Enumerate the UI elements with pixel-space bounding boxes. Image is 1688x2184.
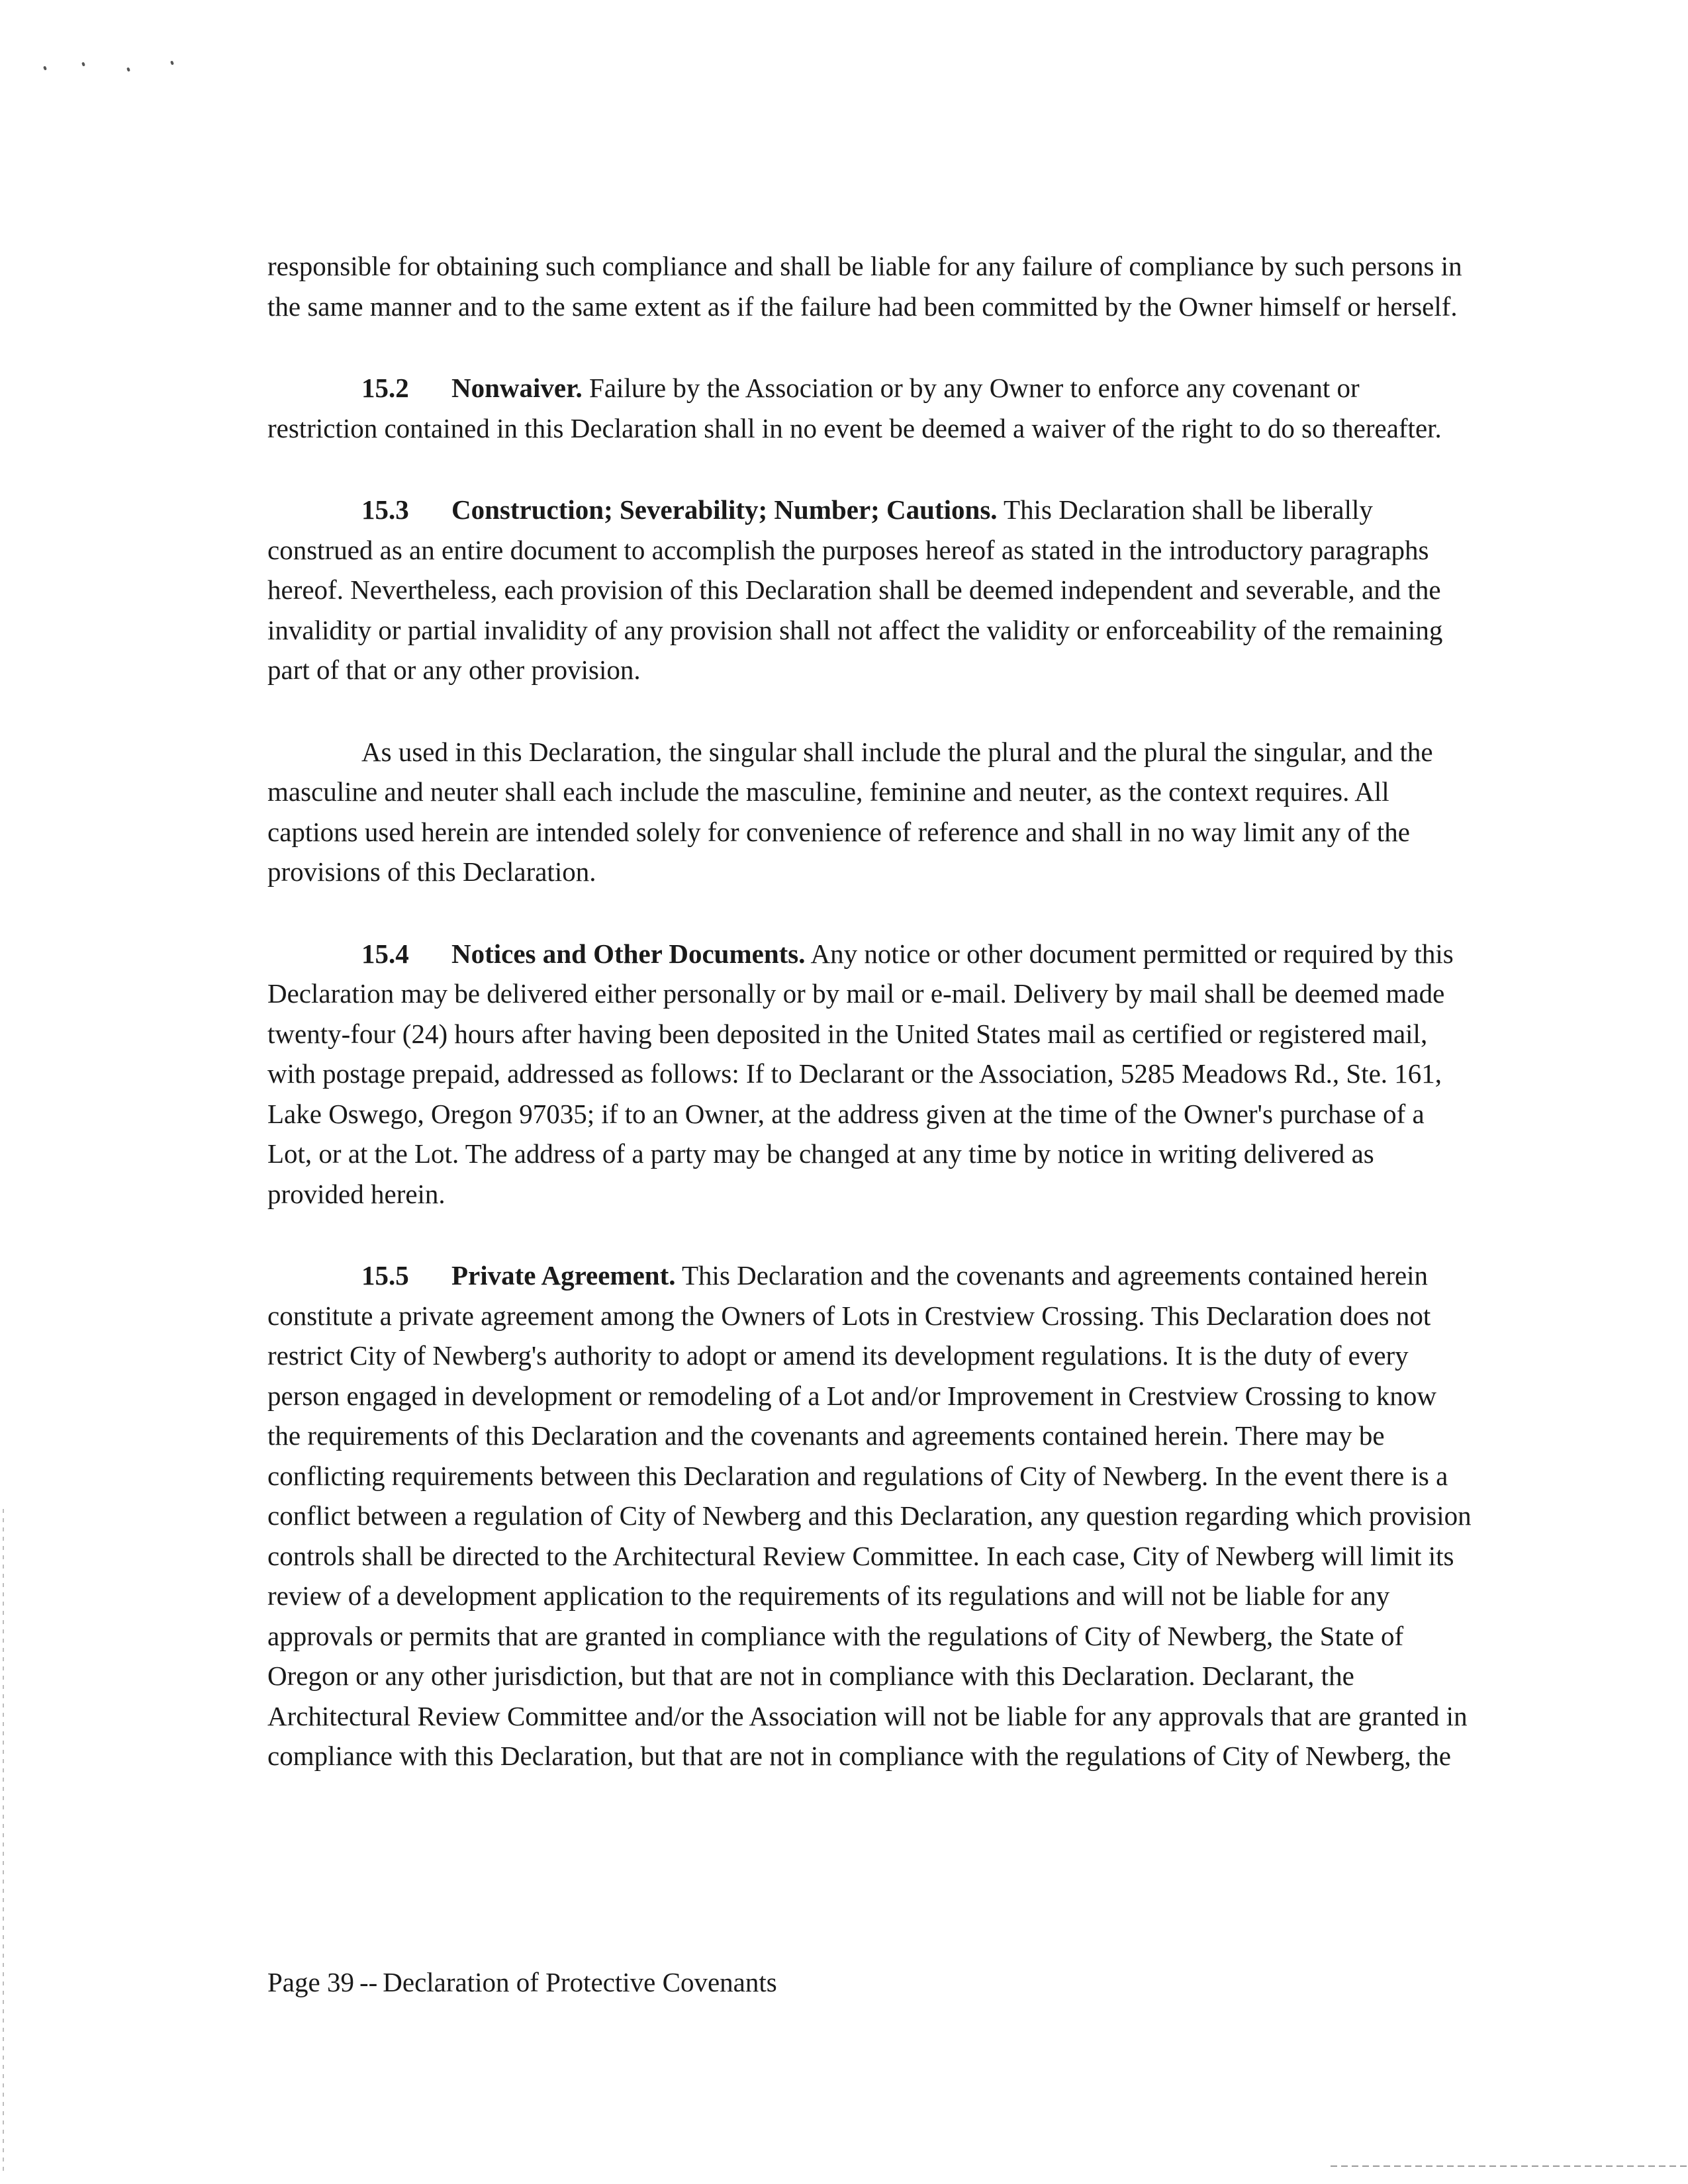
section-text: Failure by the Association or by any Owner to enforce any covenant or restriction contained in this Declaration shall in no event be deemed a waiver of the right to do so thereafter. — [267, 373, 1442, 443]
paragraph-text: responsible for obtaining such compliance and shall be liable for any failure of compliance by such persons in the same manner and to the same extent as if the failure had been committed by the Owner himself or herself. — [267, 251, 1462, 322]
section-heading: Notices and Other Documents. — [451, 938, 806, 969]
paragraph-continuation — [267, 246, 1472, 326]
section-15-2 — [267, 368, 1472, 448]
page-footer — [267, 1966, 777, 1999]
paragraph-text: As used in this Declaration, the singular shall include the plural and the plural the singular, and the masculine and neuter shall each include the masculine, feminine and neuter, as the context requires. All captions used herein are intended solely for convenience of reference and shall in no way limit any of the provisions of this Declaration. — [267, 736, 1433, 887]
section-text: This Declaration and the covenants and agreements contained herein constitute a private agreement among the Owners of Lots in Crestview Crossing. This Declaration does not restrict City of Newberg's authority to adopt or amend its development regulations. It is the duty of every person engaged in development or remodeling of a Lot and/or Improvement in Crestview Crossing to know the requirements of this Declaration and the covenants and agreements contained herein. There may be conflicting requirements between this Declaration and regulations of City of Newberg. In the event there is a conflict between a regulation of City of Newberg and this Declaration, any question regarding which provision controls shall be directed to the Architectural Review Committee. In each case, City of Newberg will limit its review of a development application to the requirements of its regulations and will not be liable for any approvals or permits that are granted in compliance with the regulations of City of Newberg, the State of Oregon or any other jurisdiction, but that are not in compliance with this Declaration. Declarant, the Architectural Review Committee and/or the Association will not be liable for any approvals that are granted in compliance with this Declaration, but that are not in compliance with the regulations of City of Newberg, the — [267, 1260, 1472, 1771]
scan-edge-left — [3, 1509, 4, 2171]
scan-edge-bottom — [1331, 2165, 1688, 2167]
section-15-5 — [267, 1255, 1472, 1776]
section-text: This Declaration shall be liberally construed as an entire document to accomplish the purposes hereof as stated in the introductory paragraphs hereof. Nevertheless, each provision of this Declaration shall be deemed independent and severable, and the invalidity or partial invalidity of any provision shall not affect the validity or enforceability of the remaining part of that or any other provision. — [267, 494, 1443, 685]
section-number: 15.4 — [361, 938, 409, 969]
section-heading: Private Agreement. — [451, 1260, 676, 1291]
page-number: Page 39 — [267, 1967, 354, 1997]
footer-separator: -- — [359, 1967, 378, 1997]
document-body — [267, 246, 1472, 1818]
document-title: Declaration of Protective Covenants — [383, 1967, 777, 1997]
scan-speck — [43, 66, 47, 70]
section-number: 15.5 — [361, 1260, 409, 1291]
scan-speck — [81, 62, 85, 66]
section-text: Any notice or other document permitted or required by this Declaration may be delivered either personally or by mail or e-mail. Delivery by mail shall be deemed made twenty-four (24) hours after having been deposited in the United States mail as certified or registered mail, with postage prepaid, addressed as follows: If to Declarant or the Association, 5285 Meadows Rd., Ste. 161, Lake Oswego, Oregon 97035; if to an Owner, at the address given at the time of the Owner's purchase of a Lot, or at the Lot. The address of a party may be changed at any time by notice in writing delivered as provided herein. — [267, 938, 1454, 1209]
scan-speck — [126, 67, 130, 71]
section-heading: Construction; Severability; Number; Cautions. — [451, 494, 998, 525]
scan-specks — [40, 60, 185, 79]
section-number: 15.2 — [361, 373, 409, 403]
scan-speck — [170, 60, 174, 65]
section-15-3-usage — [267, 732, 1472, 892]
section-number: 15.3 — [361, 494, 409, 525]
section-heading: Nonwaiver. — [451, 373, 583, 403]
section-15-3 — [267, 490, 1472, 690]
section-15-4 — [267, 934, 1472, 1214]
